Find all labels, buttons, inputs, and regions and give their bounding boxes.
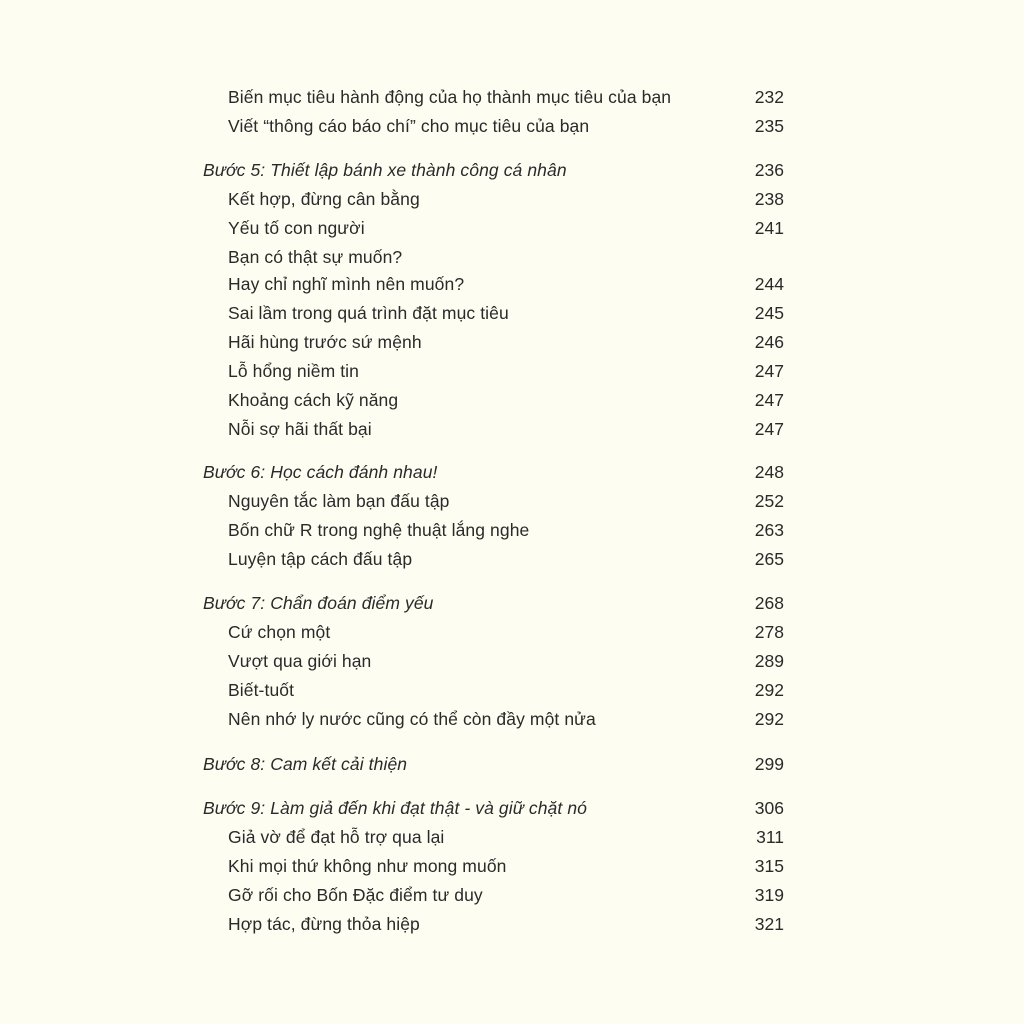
toc-entry-page: 278	[754, 622, 784, 642]
toc-entry-title: Gỡ rối cho Bốn Đặc điểm tư duy	[228, 885, 483, 905]
toc-entry	[0, 647, 1024, 675]
toc-entry	[0, 214, 1024, 242]
toc-entry-title: Sai lầm trong quá trình đặt mục tiêu	[228, 303, 509, 323]
toc-step-heading	[0, 156, 1024, 184]
toc-entry	[0, 185, 1024, 213]
toc-entry-title: Biết-tuốt	[228, 680, 295, 700]
toc-entry	[0, 545, 1024, 573]
toc-entry-page: 238	[754, 189, 784, 209]
toc-entry-title: Biến mục tiêu hành động của họ thành mục tiêu của bạn	[228, 87, 672, 107]
toc-entry-title: Bạn có thật sự muốn?	[228, 247, 403, 267]
toc-step-heading	[0, 589, 1024, 617]
toc-entry-title: Khi mọi thứ không như mong muốn	[228, 856, 507, 876]
toc-entry-page: 311	[756, 827, 784, 847]
toc-entry-page: 289	[754, 651, 784, 671]
toc-entry-title: Bước 6: Học cách đánh nhau!	[203, 462, 438, 482]
toc-entry-page: 248	[754, 462, 784, 482]
toc-entry-title: Hãi hùng trước sứ mệnh	[228, 332, 422, 352]
toc-entry	[0, 910, 1024, 938]
toc-entry	[0, 676, 1024, 704]
toc-entry-title: Bước 9: Làm giả đến khi đạt thật - và giữ chặt nó	[203, 798, 587, 818]
toc-entry	[0, 112, 1024, 140]
toc-entry-title: Nguyên tắc làm bạn đấu tập	[228, 491, 450, 511]
toc-entry-title: Khoảng cách kỹ năng	[228, 390, 399, 410]
toc-entry-page: 252	[754, 491, 784, 511]
toc-entry	[0, 705, 1024, 733]
toc-entry-title: Nên nhớ ly nước cũng có thể còn đầy một nửa	[228, 709, 596, 729]
toc-entry-page: 319	[754, 885, 784, 905]
toc-entry	[0, 618, 1024, 646]
toc-entry	[0, 487, 1024, 515]
toc-entry	[0, 823, 1024, 851]
toc-step-heading	[0, 458, 1024, 486]
toc-entry	[0, 357, 1024, 385]
toc-entry-title: Bước 5: Thiết lập bánh xe thành công cá nhân	[203, 160, 567, 180]
toc-entry-page: 265	[754, 549, 784, 569]
toc-entry-title: Giả vờ để đạt hỗ trợ qua lại	[228, 827, 445, 847]
toc-entry-title: Luyện tập cách đấu tập	[228, 549, 413, 569]
toc-entry-page: 247	[754, 390, 784, 410]
toc-entry-title: Yếu tố con người	[228, 218, 365, 238]
toc-entry-page: 241	[754, 218, 784, 238]
toc-entry-title: Hay chỉ nghĩ mình nên muốn?	[228, 274, 465, 294]
toc-entry-title: Lỗ hổng niềm tin	[228, 361, 359, 381]
toc-entry-title: Hợp tác, đừng thỏa hiệp	[228, 914, 420, 934]
toc-entry-title: Nỗi sợ hãi thất bại	[228, 419, 372, 439]
toc-entry-title: Cứ chọn một	[228, 622, 331, 642]
toc-entry	[0, 270, 1024, 298]
toc-entry-page: 292	[754, 709, 784, 729]
toc-entry	[0, 881, 1024, 909]
toc-entry	[0, 386, 1024, 414]
toc-entry-page: 299	[754, 754, 784, 774]
toc-entry	[0, 415, 1024, 443]
toc-entry	[0, 83, 1024, 111]
toc-entry-title: Kết hợp, đừng cân bằng	[228, 189, 420, 209]
toc-entry-page: 232	[754, 87, 784, 107]
toc-entry-title: Bước 7: Chẩn đoán điểm yếu	[203, 593, 434, 613]
toc-entry-page: 244	[754, 274, 784, 294]
toc-entry-page: 292	[754, 680, 784, 700]
toc-entry-page: 245	[754, 303, 784, 323]
toc-entry-title: Bốn chữ R trong nghệ thuật lắng nghe	[228, 520, 530, 540]
toc-entry-page: 268	[754, 593, 784, 613]
toc-step-heading	[0, 794, 1024, 822]
toc-entry-page: 315	[754, 856, 784, 876]
toc-entry-title: Vượt qua giới hạn	[228, 651, 372, 671]
toc-entry-page: 263	[754, 520, 784, 540]
toc-entry-page: 236	[754, 160, 784, 180]
toc-entry-page: 321	[754, 914, 784, 934]
toc-entry	[0, 243, 1024, 271]
toc-entry-page: 247	[754, 361, 784, 381]
toc-entry-title: Viết “thông cáo báo chí” cho mục tiêu của bạn	[228, 116, 590, 136]
toc-entry-page: 306	[754, 798, 784, 818]
toc-entry	[0, 852, 1024, 880]
toc-entry-page: 235	[754, 116, 784, 136]
toc-entry	[0, 328, 1024, 356]
toc-step-heading	[0, 750, 1024, 778]
toc-entry-page: 247	[754, 419, 784, 439]
toc-entry-page: 246	[754, 332, 784, 352]
toc-entry	[0, 299, 1024, 327]
toc-entry-title: Bước 8: Cam kết cải thiện	[203, 754, 408, 774]
toc-entry	[0, 516, 1024, 544]
